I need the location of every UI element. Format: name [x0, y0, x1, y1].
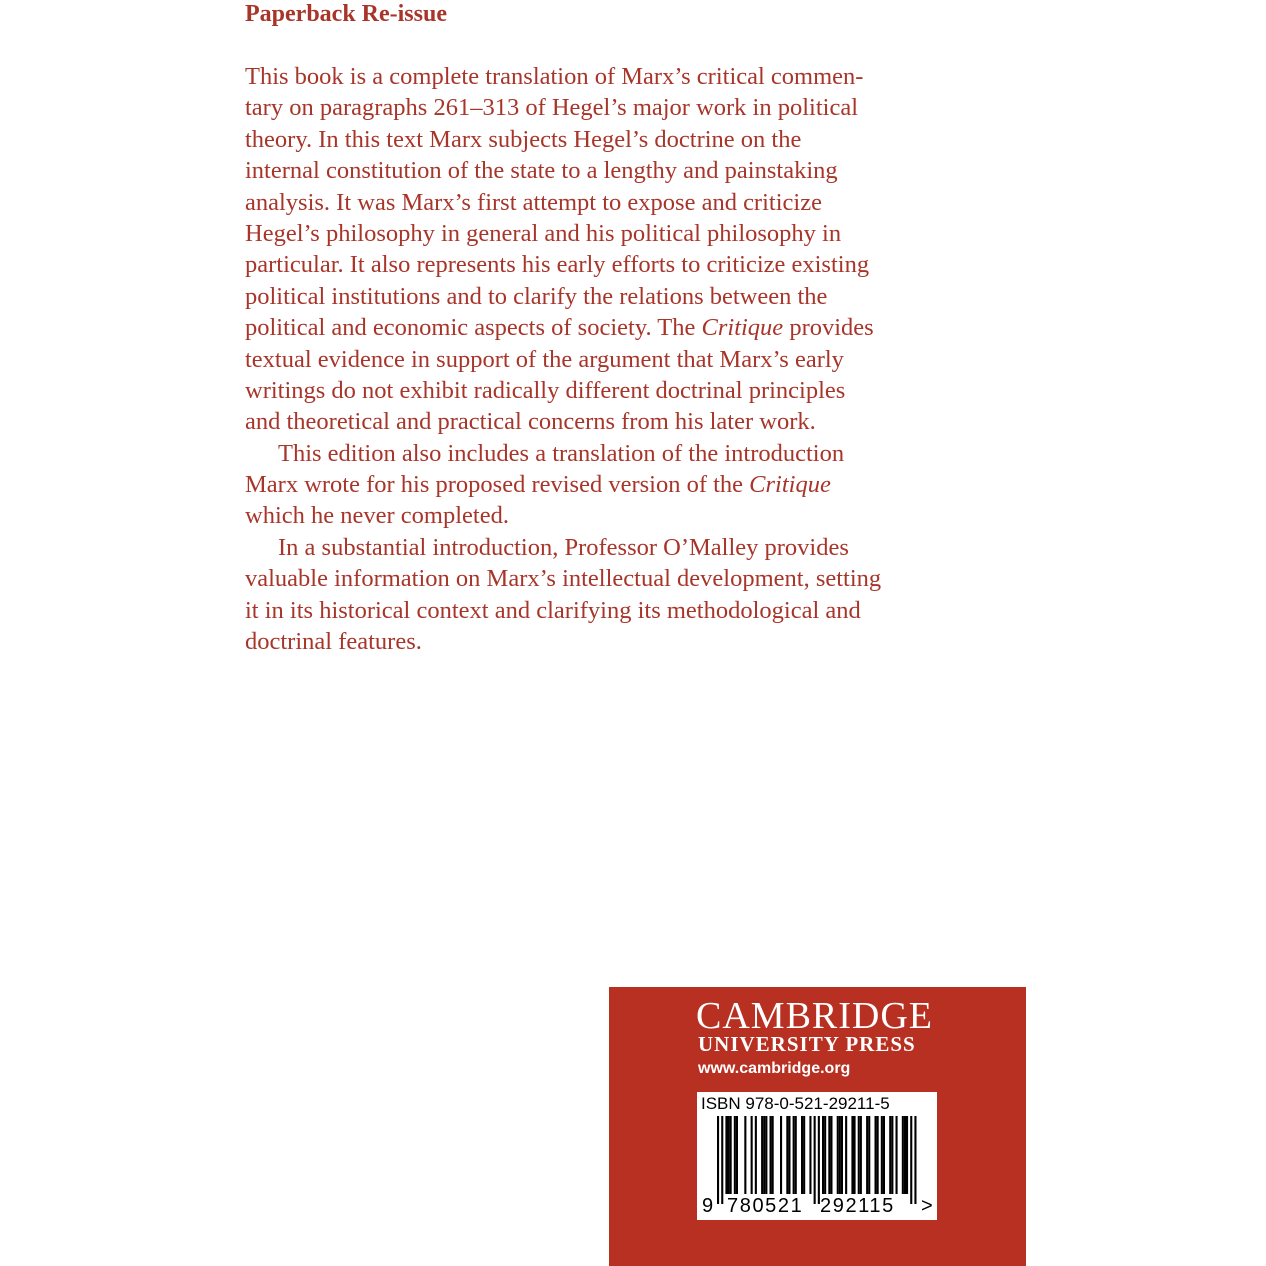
barcode-bar — [830, 1116, 832, 1194]
barcode-bar — [786, 1116, 788, 1194]
barcode-bar — [822, 1116, 824, 1194]
isbn-barcode — [697, 1092, 937, 1220]
blurb-line: writings do not exhibit radically different doctrinal principles — [245, 376, 846, 404]
barcode-bar — [891, 1116, 893, 1194]
barcode-bar — [883, 1116, 885, 1194]
blurb-line: valuable information on Marx’s intellectual development, setting — [245, 565, 882, 593]
barcode-guard-bar — [717, 1116, 719, 1204]
blurb-paragraph-2 — [245, 438, 935, 532]
blurb-paragraph-1 — [245, 61, 935, 438]
barcode-bar — [904, 1116, 906, 1194]
barcode-bar — [889, 1116, 891, 1194]
barcode-bar — [868, 1116, 870, 1194]
publisher-logo-name: CAMBRIDGE — [696, 995, 934, 1037]
blurb-line: political institutions and to clarify the relations between the — [245, 282, 828, 310]
blurb-line: tary on paragraphs 261–313 of Hegel’s major work in political — [245, 94, 859, 122]
blurb-line: internal constitution of the state to a lengthy and painstaking — [245, 157, 838, 185]
blurb-line: doctrinal features. — [245, 628, 422, 656]
barcode-bar — [801, 1116, 803, 1194]
isbn-label: ISBN 978-0-521-29211-5 — [701, 1094, 890, 1113]
barcode-bar — [854, 1116, 856, 1194]
barcode-guard-bar — [910, 1116, 912, 1204]
barcode-bar — [755, 1116, 757, 1194]
blurb-line: which he never completed. — [245, 502, 509, 530]
barcode-bar — [858, 1116, 860, 1194]
barcode-bar — [725, 1116, 727, 1194]
barcode-bar — [736, 1116, 738, 1194]
book-title-italic: Critique — [701, 314, 784, 342]
barcode-right-digits: 292115 — [820, 1195, 895, 1217]
barcode-bar — [788, 1116, 790, 1194]
blurb-line: This edition also includes a translation of the introduction — [278, 439, 845, 467]
barcode-guard-bar — [818, 1116, 820, 1204]
barcode-bar — [780, 1116, 782, 1194]
blurb-line: theory. In this text Marx subjects Hegel’s doctrine on the — [245, 125, 802, 153]
barcode-bar — [734, 1116, 736, 1194]
barcode-guard-bar — [721, 1116, 723, 1204]
barcode-bar — [761, 1116, 763, 1194]
barcode-bar — [828, 1116, 830, 1194]
barcode-bar — [860, 1116, 862, 1194]
blurb-text — [245, 61, 935, 657]
barcode-bar — [744, 1116, 746, 1194]
barcode-left-digits: 780521 — [727, 1195, 804, 1217]
barcode-bar — [765, 1116, 767, 1194]
barcode-bar — [803, 1116, 805, 1194]
blurb-line: textual evidence in support of the argument that Marx’s early — [245, 345, 844, 373]
barcode-quiet-mark: > — [921, 1195, 933, 1217]
barcode-bar — [881, 1116, 883, 1194]
book-title-italic: Critique — [749, 471, 831, 499]
barcode-guard-bar — [814, 1116, 816, 1204]
barcode-bar — [793, 1116, 795, 1194]
barcode-bar — [772, 1116, 774, 1194]
barcode-bar — [809, 1116, 811, 1194]
barcode-bar — [824, 1116, 826, 1194]
blurb-line: Hegel’s philosophy in general and his political philosophy in — [245, 219, 842, 247]
blurb-line: and theoretical and practical concerns from his later work. — [245, 408, 816, 436]
barcode-bar — [875, 1116, 877, 1194]
publisher-url: www.cambridge.org — [698, 1060, 851, 1077]
barcode-bar — [770, 1116, 772, 1194]
barcode-bar — [906, 1116, 908, 1194]
barcode-bar — [845, 1116, 847, 1194]
blurb-line: This book is a complete translation of Marx’s critical commen- — [245, 63, 864, 90]
barcode-bar — [902, 1116, 904, 1194]
barcode-bar — [839, 1116, 841, 1194]
barcode-bar — [841, 1116, 843, 1194]
blurb-line: particular. It also represents his early efforts to criticize existing — [245, 251, 870, 279]
barcode-bar — [851, 1116, 853, 1194]
blurb-line: it in its historical context and clarifying its methodological and — [245, 596, 861, 624]
barcode-bar — [877, 1116, 879, 1194]
barcode-bar — [730, 1116, 732, 1194]
blurb-text-run: Marx wrote for his proposed revised version of the — [245, 471, 750, 499]
publisher-logo-subname: UNIVERSITY PRESS — [698, 1032, 916, 1056]
blurb-text-run: provides — [783, 314, 874, 342]
barcode-bar — [763, 1116, 765, 1194]
barcode-bar — [795, 1116, 797, 1194]
barcode-bar — [896, 1116, 898, 1194]
publisher-block — [609, 987, 1026, 1266]
edition-heading: Paperback Re-issue — [245, 1, 447, 27]
blurb-line — [245, 312, 935, 343]
blurb-text-run: political and economic aspects of society. The — [245, 314, 702, 342]
blurb-paragraph-3 — [245, 532, 935, 658]
blurb-line: In a substantial introduction, Professor O’Malley provides — [278, 533, 849, 561]
barcode-bar — [728, 1116, 730, 1194]
blurb-line: analysis. It was Marx’s first attempt to expose and criticize — [245, 188, 822, 216]
barcode-bar — [837, 1116, 839, 1194]
barcode-lead-digit: 9 — [702, 1195, 714, 1217]
barcode-bar — [751, 1116, 753, 1194]
barcode-bar — [866, 1116, 868, 1194]
blurb-line — [245, 469, 935, 500]
barcode-guard-bar — [914, 1116, 916, 1204]
